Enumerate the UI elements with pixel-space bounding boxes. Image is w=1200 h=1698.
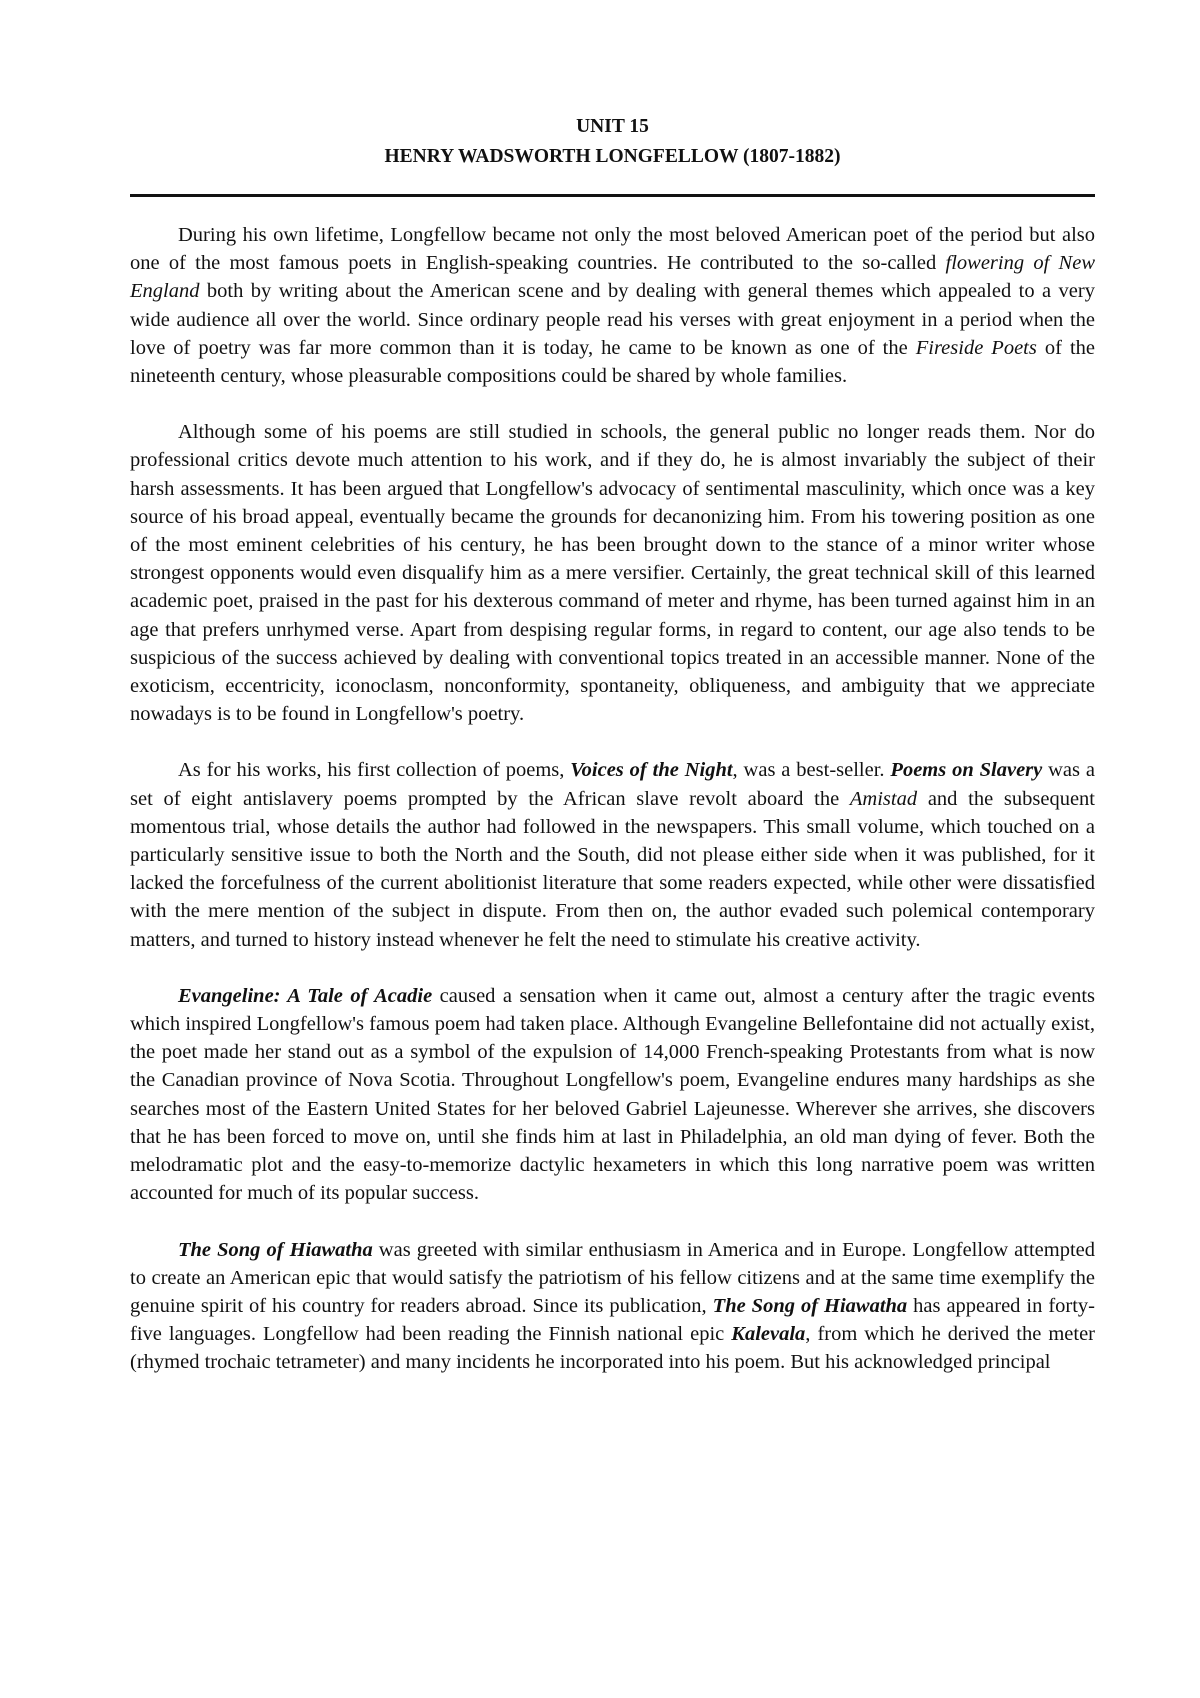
work-title-song-of-hiawatha: The Song of Hiawatha bbox=[178, 1238, 373, 1261]
paragraph-1-italic-fireside: Fireside Poets bbox=[915, 336, 1037, 359]
paragraph-3-text-e: was a set of eight antislavery poems prompted by the African slave revolt aboard the bbox=[130, 759, 1095, 810]
title-divider bbox=[130, 194, 1095, 197]
work-title-evangeline: Evangeline: A Tale of Acadie bbox=[178, 984, 433, 1007]
paragraph-1 bbox=[130, 221, 1095, 390]
document-page bbox=[130, 112, 1095, 1377]
paragraph-3 bbox=[130, 756, 1095, 953]
work-title-poems-on-slavery: Poems on Slavery bbox=[890, 759, 1043, 782]
paragraph-1-italic-term: flowering of New England bbox=[130, 252, 1095, 303]
paragraph-3-text-a: As for his works, his first collection of poems, bbox=[178, 759, 571, 782]
paragraph-1-text-e: of the nineteenth century, whose pleasurable compositions could be shared by whole families. bbox=[130, 336, 1096, 388]
paragraph-5-text-f: , from which he derived the meter (rhymed trochaic tetrameter) and many incidents he incorporated into his poem. But his acknowledged principal bbox=[130, 1323, 1095, 1374]
unit-number: UNIT 15 bbox=[576, 116, 649, 137]
paragraph-5-text-b: was greeted with similar enthusiasm in America and in Europe. Longfellow attempted to create an American epic that would satisfy the patriotism of his fellow citizens and at the same time exemplify the genuine spirit of his country for readers abroad. Since its publication, bbox=[130, 1238, 1096, 1317]
paragraph-2: Although some of his poems are still studied in schools, the general public no longer reads them. Nor do professional critics devote much attention to his work, and if they do, he is almost invariably the subject of their harsh assessments. It has been argued that Longfellow's advocacy of sentimental masculinity, which once was a key source of his broad appeal, eventually became the grounds for decanonizing him. From his towering position as one of the most eminent celebrities of his century, he has been brought down to the stance of a minor writer whose strongest opponents would even disqualify him as a mere versifier. Certainly, the great technical skill of this learned academic poet, praised in the past for his dexterous command of meter and rhyme, has been turned against him in an age that prefers unrhymed verse. Apart from despising regular forms, in regard to content, our age also tends to be suspicious of the success achieved by dealing with conventional topics treated in an accessible manner. None of the exoticism, eccentricity, iconoclasm, nonconformity, spontaneity, obliqueness, and ambiguity that we appreciate nowadays is to be found in Longfellow's poetry. bbox=[130, 421, 1095, 726]
paragraph-4 bbox=[130, 982, 1095, 1208]
work-title-voices-of-the-night: Voices of the Night bbox=[570, 759, 733, 782]
page-title: HENRY WADSWORTH LONGFELLOW (1807-1882) bbox=[384, 146, 841, 167]
paragraph-1-text-a: During his own lifetime, Longfellow became not only the most beloved American poet of the period but also one of the most famous poets in English-speaking countries. He contributed to the so-called bbox=[130, 224, 1095, 275]
work-title-song-of-hiawatha-2: The Song of Hiawatha bbox=[712, 1294, 908, 1317]
paragraph-4-text-b: caused a sensation when it came out, almost a century after the tragic events which inspired Longfellow's famous poem had taken place. Although Evangeline Bellefontaine did not actually exist, the poet made her stand out as a symbol of the expulsion of 14,000 French-speaking Protestants from what is now the Canadian province of Nova Scotia. Throughout Longfellow's poem, Evangeline endures many hardships as she searches most of the Eastern United States for her beloved Gabriel Lajeunesse. Wherever she arrives, she discovers that he has been forced to move on, until she finds him at last in Philadelphia, an old man dying of fever. Both the melodramatic plot and the easy-to-memorize dactylic hexameters in which this long narrative poem was written accounted for much of its popular success. bbox=[130, 984, 1096, 1205]
work-title-kalevala: Kalevala bbox=[731, 1323, 806, 1346]
paragraph-5 bbox=[130, 1236, 1095, 1377]
ship-name-amistad: Amistad bbox=[849, 787, 918, 810]
document-body bbox=[130, 221, 1095, 1377]
paragraph-1-text-c: both by writing about the American scene and by dealing with general themes which appealed to a very wide audience all over the world. Since ordinary people read his verses with great enjoyment in a period when the love of poetry was far more common than it is today, he came to be known as one of the bbox=[130, 280, 1095, 359]
paragraph-3-text-c: , was a best-seller. bbox=[732, 759, 891, 782]
paragraph-5-text-d: has appeared in forty-five languages. Longfellow had been reading the Finnish national epic bbox=[130, 1294, 1096, 1346]
paragraph-3-text-g: and the subsequent momentous trial, whose details the author had followed in the newspapers. This small volume, which touched on a particularly sensitive issue to both the North and the South, did not please either side when it was published, for it lacked the forcefulness of the current abolitionist literature that some readers expected, while other were dissatisfied with the mere mention of the subject in dispute. From then on, the author evaded such polemical contemporary matters, and turned to history instead whenever he felt the need to stimulate his creative activity. bbox=[130, 787, 1095, 951]
